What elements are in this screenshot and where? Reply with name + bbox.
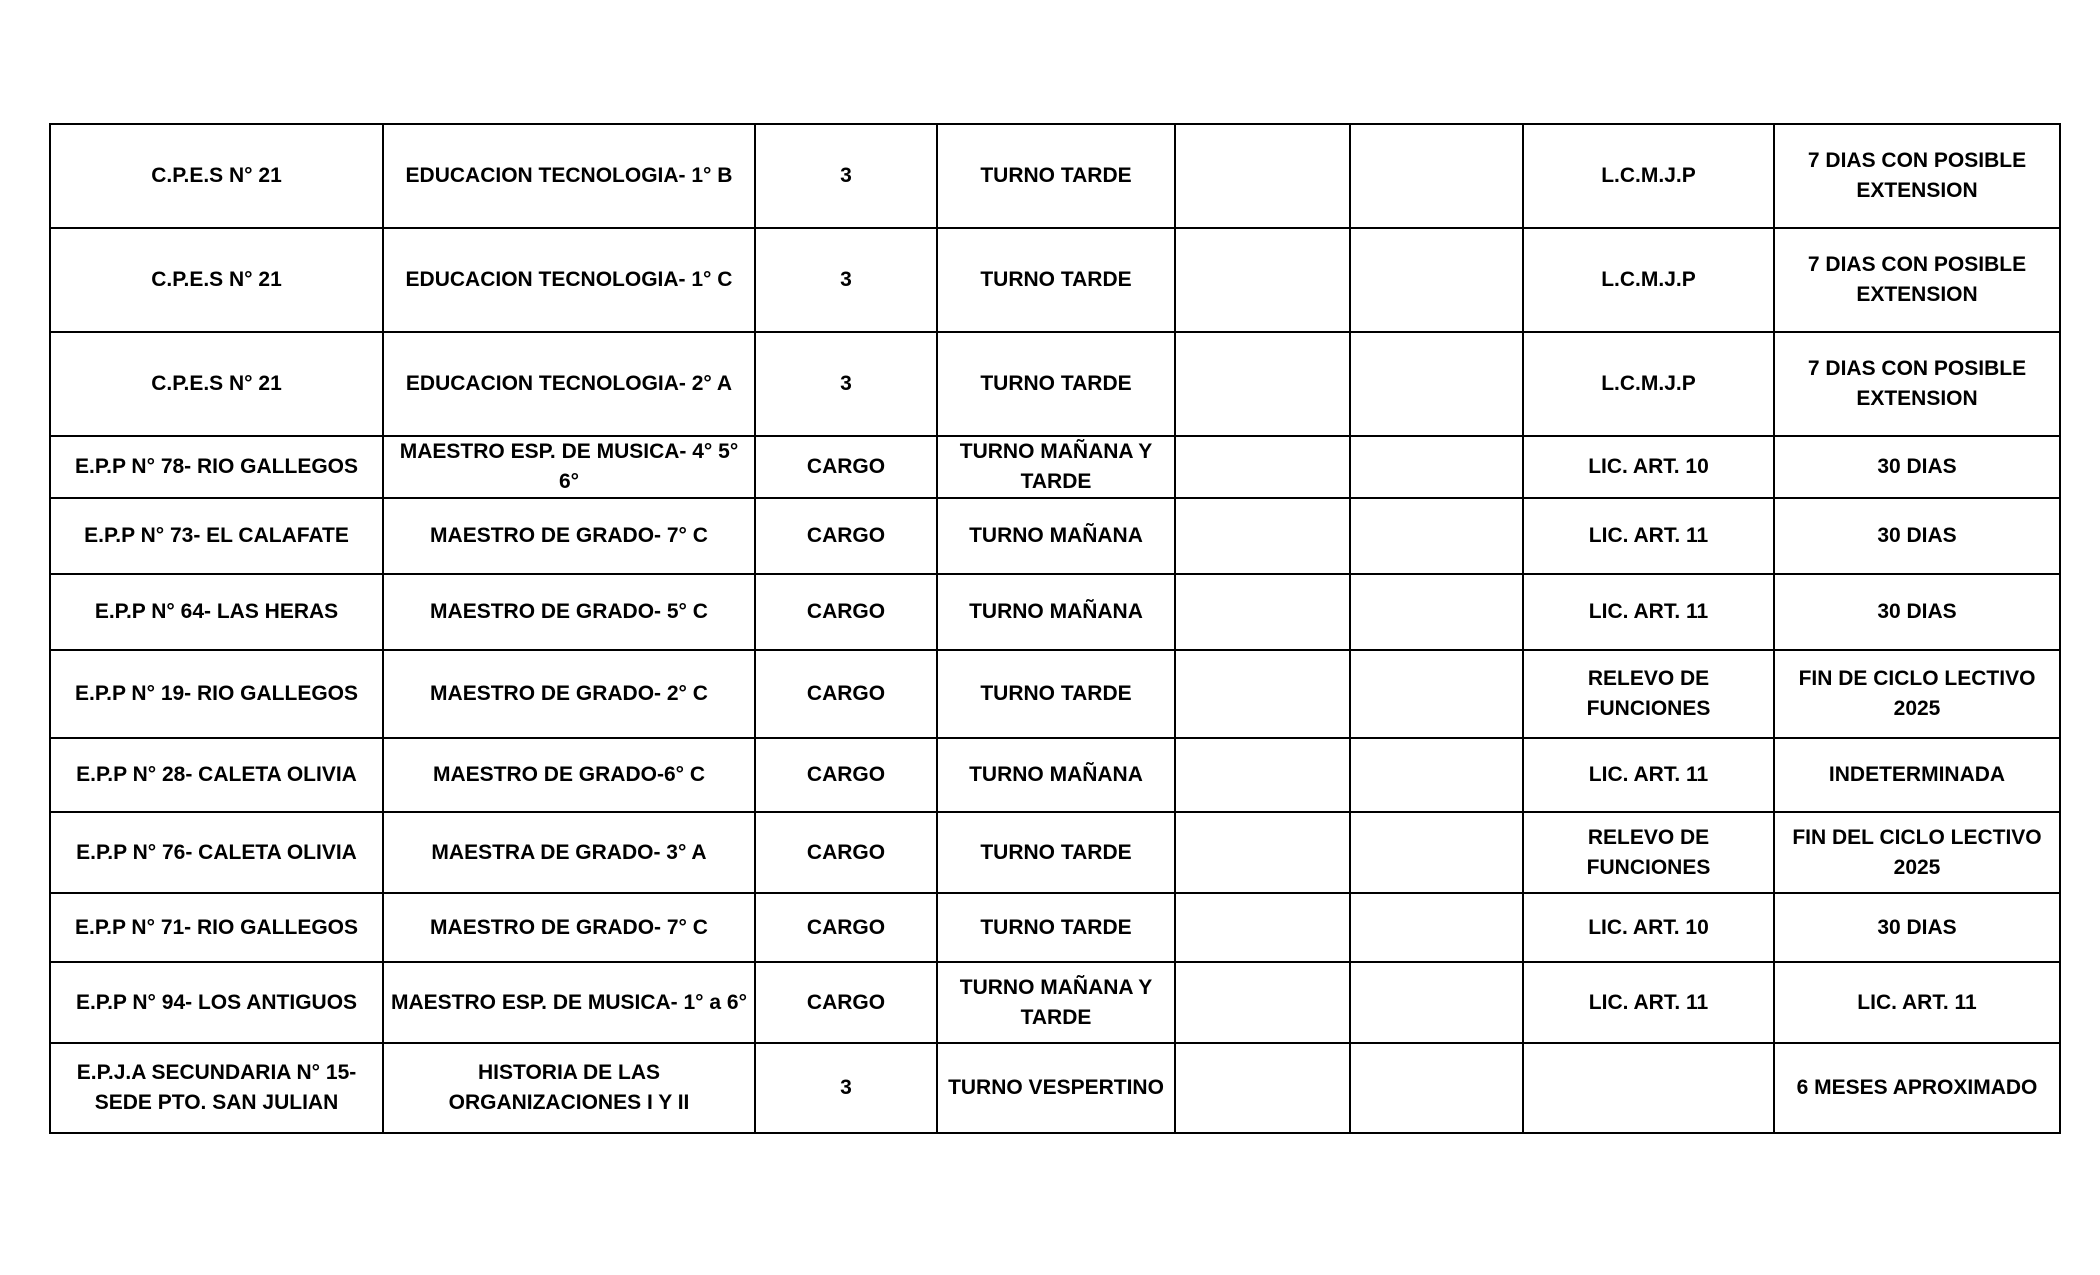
hours-cell: CARGO [755,812,937,893]
shift-cell: TURNO TARDE [937,893,1175,962]
shift-cell: TURNO MAÑANA [937,498,1175,574]
empty-cell [1350,812,1523,893]
hours-cell: 3 [755,332,937,436]
shift-cell: TURNO TARDE [937,650,1175,738]
table-row [50,498,2060,574]
empty-cell [1350,650,1523,738]
empty-cell [1350,436,1523,498]
reason-cell [1523,1043,1774,1133]
school-cell: C.P.E.S N° 21 [50,228,383,332]
subject-cell: MAESTRA DE GRADO- 3° A [383,812,755,893]
school-cell: E.P.P N° 73- EL CALAFATE [50,498,383,574]
school-cell: E.P.P N° 28- CALETA OLIVIA [50,738,383,812]
duration-cell: 7 DIAS CON POSIBLE EXTENSION [1774,228,2060,332]
table-row [50,124,2060,228]
shift-cell: TURNO TARDE [937,124,1175,228]
empty-cell [1350,893,1523,962]
empty-cell [1350,1043,1523,1133]
empty-cell [1350,738,1523,812]
school-cell: E.P.P N° 64- LAS HERAS [50,574,383,650]
shift-cell: TURNO TARDE [937,332,1175,436]
subject-cell: MAESTRO DE GRADO-6° C [383,738,755,812]
hours-cell: CARGO [755,738,937,812]
subject-cell: EDUCACION TECNOLOGIA- 1° C [383,228,755,332]
school-cell: E.P.P N° 76- CALETA OLIVIA [50,812,383,893]
empty-cell [1175,812,1350,893]
reason-cell: LIC. ART. 11 [1523,738,1774,812]
duration-cell: INDETERMINADA [1774,738,2060,812]
reason-cell: L.C.M.J.P [1523,228,1774,332]
subject-cell: EDUCACION TECNOLOGIA- 2° A [383,332,755,436]
table-row [50,812,2060,893]
reason-cell: LIC. ART. 11 [1523,962,1774,1043]
shift-cell: TURNO MAÑANA [937,738,1175,812]
empty-cell [1175,893,1350,962]
table-row [50,332,2060,436]
vacancies-table [49,123,2061,1134]
shift-cell: TURNO MAÑANA Y TARDE [937,436,1175,498]
duration-cell: FIN DEL CICLO LECTIVO 2025 [1774,812,2060,893]
subject-cell: MAESTRO DE GRADO- 7° C [383,893,755,962]
subject-cell: MAESTRO DE GRADO- 5° C [383,574,755,650]
duration-cell: LIC. ART. 11 [1774,962,2060,1043]
reason-cell: L.C.M.J.P [1523,332,1774,436]
table-row [50,436,2060,498]
shift-cell: TURNO TARDE [937,228,1175,332]
shift-cell: TURNO MAÑANA Y TARDE [937,962,1175,1043]
reason-cell: RELEVO DE FUNCIONES [1523,650,1774,738]
empty-cell [1350,498,1523,574]
table-row [50,650,2060,738]
school-cell: E.P.J.A SECUNDARIA N° 15- SEDE PTO. SAN JULIAN [50,1043,383,1133]
empty-cell [1175,574,1350,650]
duration-cell: 30 DIAS [1774,893,2060,962]
reason-cell: LIC. ART. 11 [1523,498,1774,574]
empty-cell [1175,498,1350,574]
subject-cell: HISTORIA DE LAS ORGANIZACIONES I Y II [383,1043,755,1133]
hours-cell: CARGO [755,436,937,498]
empty-cell [1175,332,1350,436]
duration-cell: 30 DIAS [1774,436,2060,498]
shift-cell: TURNO TARDE [937,812,1175,893]
shift-cell: TURNO VESPERTINO [937,1043,1175,1133]
reason-cell: RELEVO DE FUNCIONES [1523,812,1774,893]
table-row [50,738,2060,812]
empty-cell [1175,1043,1350,1133]
empty-cell [1175,738,1350,812]
reason-cell: L.C.M.J.P [1523,124,1774,228]
duration-cell: 7 DIAS CON POSIBLE EXTENSION [1774,124,2060,228]
school-cell: E.P.P N° 78- RIO GALLEGOS [50,436,383,498]
subject-cell: MAESTRO DE GRADO- 2° C [383,650,755,738]
school-cell: E.P.P N° 19- RIO GALLEGOS [50,650,383,738]
table-row [50,893,2060,962]
reason-cell: LIC. ART. 10 [1523,436,1774,498]
empty-cell [1175,124,1350,228]
subject-cell: MAESTRO DE GRADO- 7° C [383,498,755,574]
hours-cell: CARGO [755,498,937,574]
subject-cell: EDUCACION TECNOLOGIA- 1° B [383,124,755,228]
hours-cell: CARGO [755,574,937,650]
duration-cell: FIN DE CICLO LECTIVO 2025 [1774,650,2060,738]
duration-cell: 30 DIAS [1774,498,2060,574]
table-row [50,962,2060,1043]
school-cell: E.P.P N° 94- LOS ANTIGUOS [50,962,383,1043]
empty-cell [1175,650,1350,738]
hours-cell: CARGO [755,893,937,962]
duration-cell: 7 DIAS CON POSIBLE EXTENSION [1774,332,2060,436]
table-row [50,574,2060,650]
empty-cell [1175,228,1350,332]
hours-cell: CARGO [755,650,937,738]
duration-cell: 6 MESES APROXIMADO [1774,1043,2060,1133]
subject-cell: MAESTRO ESP. DE MUSICA- 4° 5° 6° [383,436,755,498]
empty-cell [1350,228,1523,332]
empty-cell [1350,332,1523,436]
shift-cell: TURNO MAÑANA [937,574,1175,650]
duration-cell: 30 DIAS [1774,574,2060,650]
subject-cell: MAESTRO ESP. DE MUSICA- 1° a 6° [383,962,755,1043]
school-cell: E.P.P N° 71- RIO GALLEGOS [50,893,383,962]
empty-cell [1350,124,1523,228]
hours-cell: CARGO [755,962,937,1043]
reason-cell: LIC. ART. 10 [1523,893,1774,962]
table-row [50,1043,2060,1133]
reason-cell: LIC. ART. 11 [1523,574,1774,650]
empty-cell [1175,436,1350,498]
hours-cell: 3 [755,124,937,228]
school-cell: C.P.E.S N° 21 [50,124,383,228]
table-row [50,228,2060,332]
empty-cell [1350,574,1523,650]
empty-cell [1175,962,1350,1043]
empty-cell [1350,962,1523,1043]
hours-cell: 3 [755,1043,937,1133]
school-cell: C.P.E.S N° 21 [50,332,383,436]
hours-cell: 3 [755,228,937,332]
